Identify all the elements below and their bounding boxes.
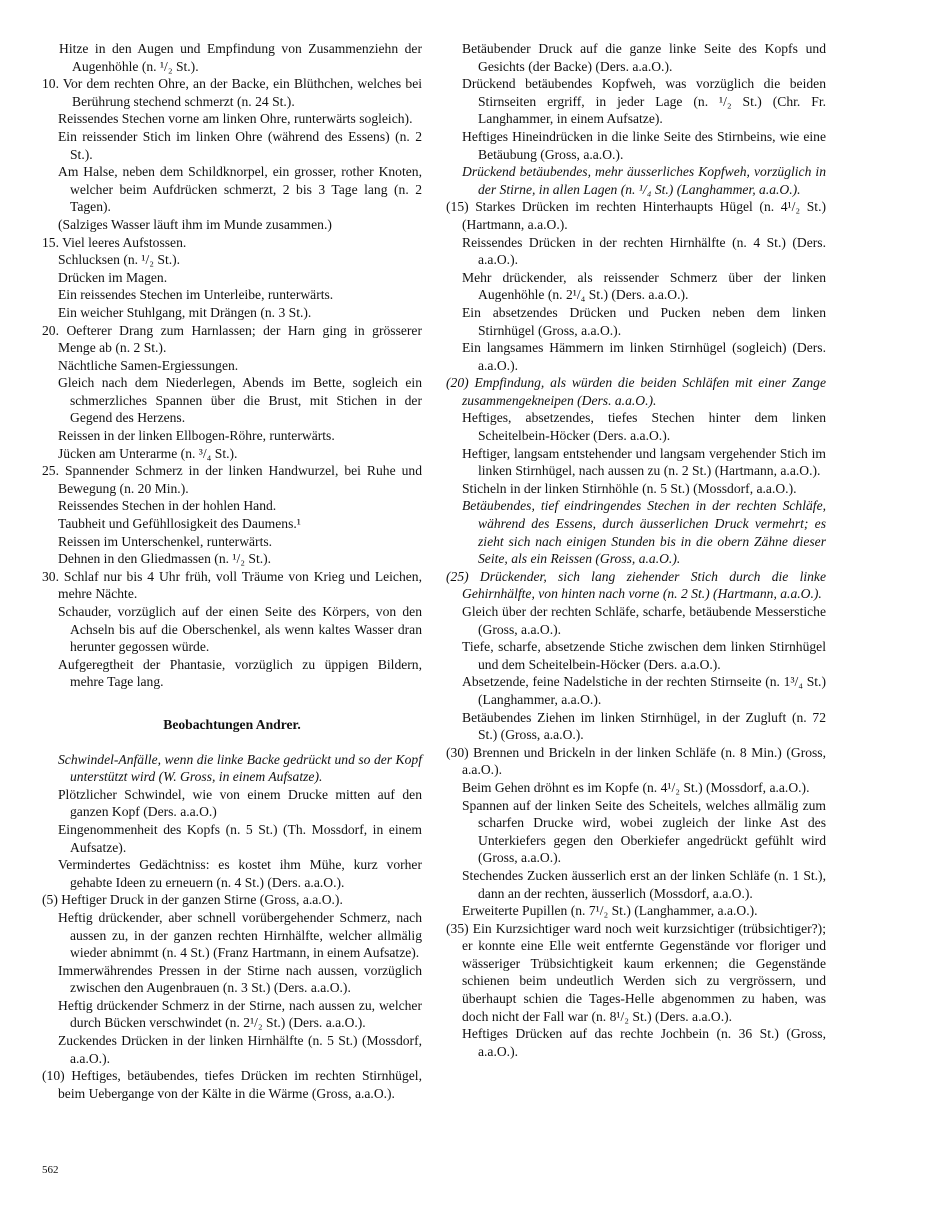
entry: Reissen im Unterschenkel, runterwärts. — [58, 533, 273, 549]
entry: Betäubendes Ziehen im linken Stirnhügel, in der Zugluft (n. 72 St.) (Gross, a.a.O.). — [462, 709, 826, 743]
entry: Heftiger, langsam entstehender und langsam vergehender Stich im linken Stirnhügel, nach aussen zu (n. 2 St.) (Hartmann, a.a.O.). — [462, 445, 826, 479]
entry: Betäubendes, tief eindringendes Stechen in der rechten Schläfe, während des Essens, durch äusserlichen Druck vermehrt; es zieht sich nach einigen Stunden bis in die obern Zähne dieser Seite, als ein Reissen (Gross, a.a.O.). — [462, 498, 826, 567]
entry: Schauder, vorzüglich auf der einen Seite des Körpers, von den Achseln bis auf die Oberschenkel, als wenn kaltes Wasser dran herunter gegossen würde. — [58, 604, 422, 655]
entry: 15. Viel leeres Aufstossen. — [42, 234, 187, 250]
entry: Tiefe, scharfe, absetzende Stiche zwischen dem linken Stirnhügel und dem Scheitelbein-Höcker (Ders. a.a.O.). — [462, 639, 826, 672]
entry: Heftig drückender Schmerz in der Stirne, nach aussen zu, welcher durch Bücken verschwindet (n. 2¹/₂ St.) (Ders. a.a.O.). — [58, 997, 422, 1031]
entry: Reissen in der linken Ellbogen-Röhre, runterwärts. — [58, 428, 335, 444]
entry: (35) Ein Kurzsichtiger ward noch weit kurzsichtiger (trübsichtiger?); er konnte eine Elle weit entfernte Gegenstände vor floriger und wässeriger Trübsichtigkeit kaum erkennen; die Gegenstände schienen beim undeutlich Werden sich zu vergrössern, und überhaupt schien die Tages-Helle abgenommen zu haben, was doch nicht der Fall war (n. 8¹/₂ St.) (Ders. a.a.O.). — [446, 920, 826, 1024]
entry: Stechendes Zucken äusserlich erst an der linken Schläfe (n. 1 St.), dann an der rechten, äusserlich (Mossdorf, a.a.O.). — [462, 867, 826, 901]
entry: Heftiges Hineindrücken in die linke Seite des Stirnbeins, wie eine Betäubung (Gross, a.a.O.). — [462, 128, 826, 162]
entry: Ein langsames Hämmern im linken Stirnhügel (sogleich) (Ders. a.a.O.). — [462, 340, 826, 373]
entry: Drückend betäubendes Kopfweh, was vorzüglich die beiden Stirnseiten ergriff, in jeder Lage (n. ¹/₂ St.) (Chr. Fr. Langhammer, in einem Aufsatze). — [462, 76, 826, 127]
entry: Taubheit und Gefühllosigkeit des Daumens.¹ — [58, 516, 301, 532]
entry: Hitze in den Augen und Empfindung von Zusammenziehn der Augenhöhle (n. ¹/₂ St.). — [59, 41, 422, 74]
entry: Betäubender Druck auf die ganze linke Seite des Kopfs und Gesichts (der Backe) (Ders. a.a.O.). — [462, 41, 826, 74]
entry: Ein weicher Stuhlgang, mit Drängen (n. 3 St.). — [58, 304, 312, 320]
entry: Drückend betäubendes, mehr äusserliches Kopfweh, vorzüglich in der Stirne, in allen Lagen (n. ¹/₄ St.) (Langhammer, a.a.O.). — [462, 164, 826, 197]
entry: Ein absetzendes Drücken und Pucken neben dem linken Stirnhügel (Gross, a.a.O.). — [462, 304, 826, 338]
entry: Zuckendes Drücken in der linken Hirnhälfte (n. 5 St.) (Mossdorf, a.a.O.). — [58, 1033, 422, 1066]
entry: (20) Empfindung, als würden die beiden Schläfen mit einer Zange zusammengekneipen (Ders. a.a.O.). — [446, 375, 826, 408]
entry: Nächtliche Samen-Ergiessungen. — [58, 357, 239, 373]
entry: 10. Vor dem rechten Ohre, an der Backe, ein Blüthchen, welches bei Berührung stechend schmerzt (n. 24 St.). — [42, 76, 422, 109]
entry: Am Halse, neben dem Schildknorpel, ein grosser, rother Knoten, welcher beim Aufdrücken schmerzt, 2 bis 3 Tage lang (n. 2 Tagen). — [58, 164, 422, 215]
entry: (Salziges Wasser läuft ihm im Munde zusammen.) — [58, 216, 332, 232]
entry: Gleich nach dem Niederlegen, Abends im Bette, sogleich ein schmerzliches Spannen über die Brust, mit Stichen in der Gegend des Herzens. — [58, 375, 422, 426]
entry: Beim Gehen dröhnt es im Kopfe (n. 4¹/₂ St.) (Mossdorf, a.a.O.). — [462, 779, 810, 795]
entry: Schwindel-Anfälle, wenn die linke Backe gedrückt und so der Kopf unterstützt wird (W. Gross, in einem Aufsatze). — [58, 751, 422, 785]
entry: Immerwährendes Pressen in der Stirne nach aussen, vorzüglich zwischen den Augenbrauen (n. 3 St.) (Ders. a.a.O.). — [58, 962, 422, 996]
entry: (25) Drückender, sich lang ziehender Stich durch die linke Gehirnhälfte, von hinten nach vorne (n. 2 St.) (Hartmann, a.a.O.). — [446, 568, 826, 602]
entry: (30) Brennen und Brickeln in der linken Schläfe (n. 8 Min.) (Gross, a.a.O.). — [446, 744, 826, 778]
entry: 30. Schlaf nur bis 4 Uhr früh, voll Träume von Krieg und Leichen, mehre Nächte. — [42, 568, 422, 602]
entry: Mehr drückender, als reissender Schmerz über der linken Augenhöhle (n. 2¹/₄ St.) (Ders. a.a.O.). — [462, 269, 826, 303]
page-number: 562 — [42, 1164, 59, 1176]
entry: Gleich über der rechten Schläfe, scharfe, betäubende Messerstiche (Gross, a.a.O.). — [462, 604, 826, 637]
right-column — [446, 40, 826, 1060]
entry: (15) Starkes Drücken im rechten Hinterhaupts Hügel (n. 4¹/₂ St.) (Hartmann, a.a.O.). — [446, 199, 826, 232]
entry: Plötzlicher Schwindel, wie von einem Drucke mitten auf den ganzen Kopf (Ders. a.a.O.) — [58, 786, 422, 820]
entry: Eingenommenheit des Kopfs (n. 5 St.) (Th. Mossdorf, in einem Aufsatze). — [58, 821, 422, 855]
section-heading: Beobachtungen Andrer. — [163, 716, 301, 732]
entry: Jücken am Unterarme (n. ³/₄ St.). — [58, 445, 238, 461]
left-column — [42, 40, 422, 1102]
entry: Drücken im Magen. — [58, 269, 168, 285]
entry: Ein reissender Stich im linken Ohre (während des Essens) (n. 2 St.). — [58, 128, 422, 162]
entry: Heftiges Drücken auf das rechte Jochbein (n. 36 St.) (Gross, a.a.O.). — [462, 1026, 826, 1059]
entry: Ein reissendes Stechen im Unterleibe, runterwärts. — [58, 287, 334, 303]
entry: Absetzende, feine Nadelstiche in der rechten Stirnseite (n. 1³/₄ St.) (Langhammer, a.a.O.). — [462, 674, 826, 707]
entry: Reissendes Stechen in der hohlen Hand. — [58, 498, 277, 514]
entry: (10) Heftiges, betäubendes, tiefes Drücken im rechten Stirnhügel, beim Uebergange von der Kälte in die Wärme (Gross, a.a.O.). — [42, 1068, 422, 1101]
entry: Heftig drückender, aber schnell vorübergehender Schmerz, nach aussen zu, in der ganzen rechten Hirnhälfte, welcher allmälig wieder abnimmt (n. 4 St.) (Franz Hartmann, in einem Aufsatze). — [58, 909, 422, 961]
entry: Spannen auf der linken Seite des Scheitels, welches allmälig zum scharfen Drucke wird, wobei zugleich der linke Ast des Unterkiefers gegen den Oberkiefer angedrückt gefühlt wird (Gross, a.a.O.). — [462, 797, 826, 866]
entry: Schlucksen (n. ¹/₂ St.). — [58, 252, 181, 268]
entry: Reissendes Drücken in der rechten Hirnhälfte (n. 4 St.) (Ders. a.a.O.). — [462, 234, 826, 268]
entry: 25. Spannender Schmerz in der linken Handwurzel, bei Ruhe und Bewegung (n. 20 Min.). — [42, 463, 422, 496]
entry: Heftiges, absetzendes, tiefes Stechen hinter dem linken Scheitelbein-Höcker (Ders. a.a.O.). — [462, 410, 826, 444]
entry: 20. Oefterer Drang zum Harnlassen; der Harn ging in grösserer Menge ab (n. 2 St.). — [42, 322, 422, 356]
entry: Dehnen in den Gliedmassen (n. ¹/₂ St.). — [58, 551, 272, 567]
entry: Reissendes Stechen vorne am linken Ohre, runterwärts sogleich). — [58, 111, 413, 127]
entry: (5) Heftiger Druck in der ganzen Stirne (Gross, a.a.O.). — [42, 892, 343, 908]
entry: Sticheln in der linken Stirnhöhle (n. 5 St.) (Mossdorf, a.a.O.). — [462, 480, 797, 496]
entry: Aufgeregtheit der Phantasie, vorzüglich zu üppigen Bildern, mehre Tage lang. — [58, 656, 422, 690]
entry: Erweiterte Pupillen (n. 7¹/₂ St.) (Langhammer, a.a.O.). — [462, 903, 758, 919]
entry: Vermindertes Gedächtniss: es kostet ihm Mühe, kurz vorher gehabte Ideen zu erneuern (n. 4 St.) (Ders. a.a.O.). — [58, 857, 422, 890]
